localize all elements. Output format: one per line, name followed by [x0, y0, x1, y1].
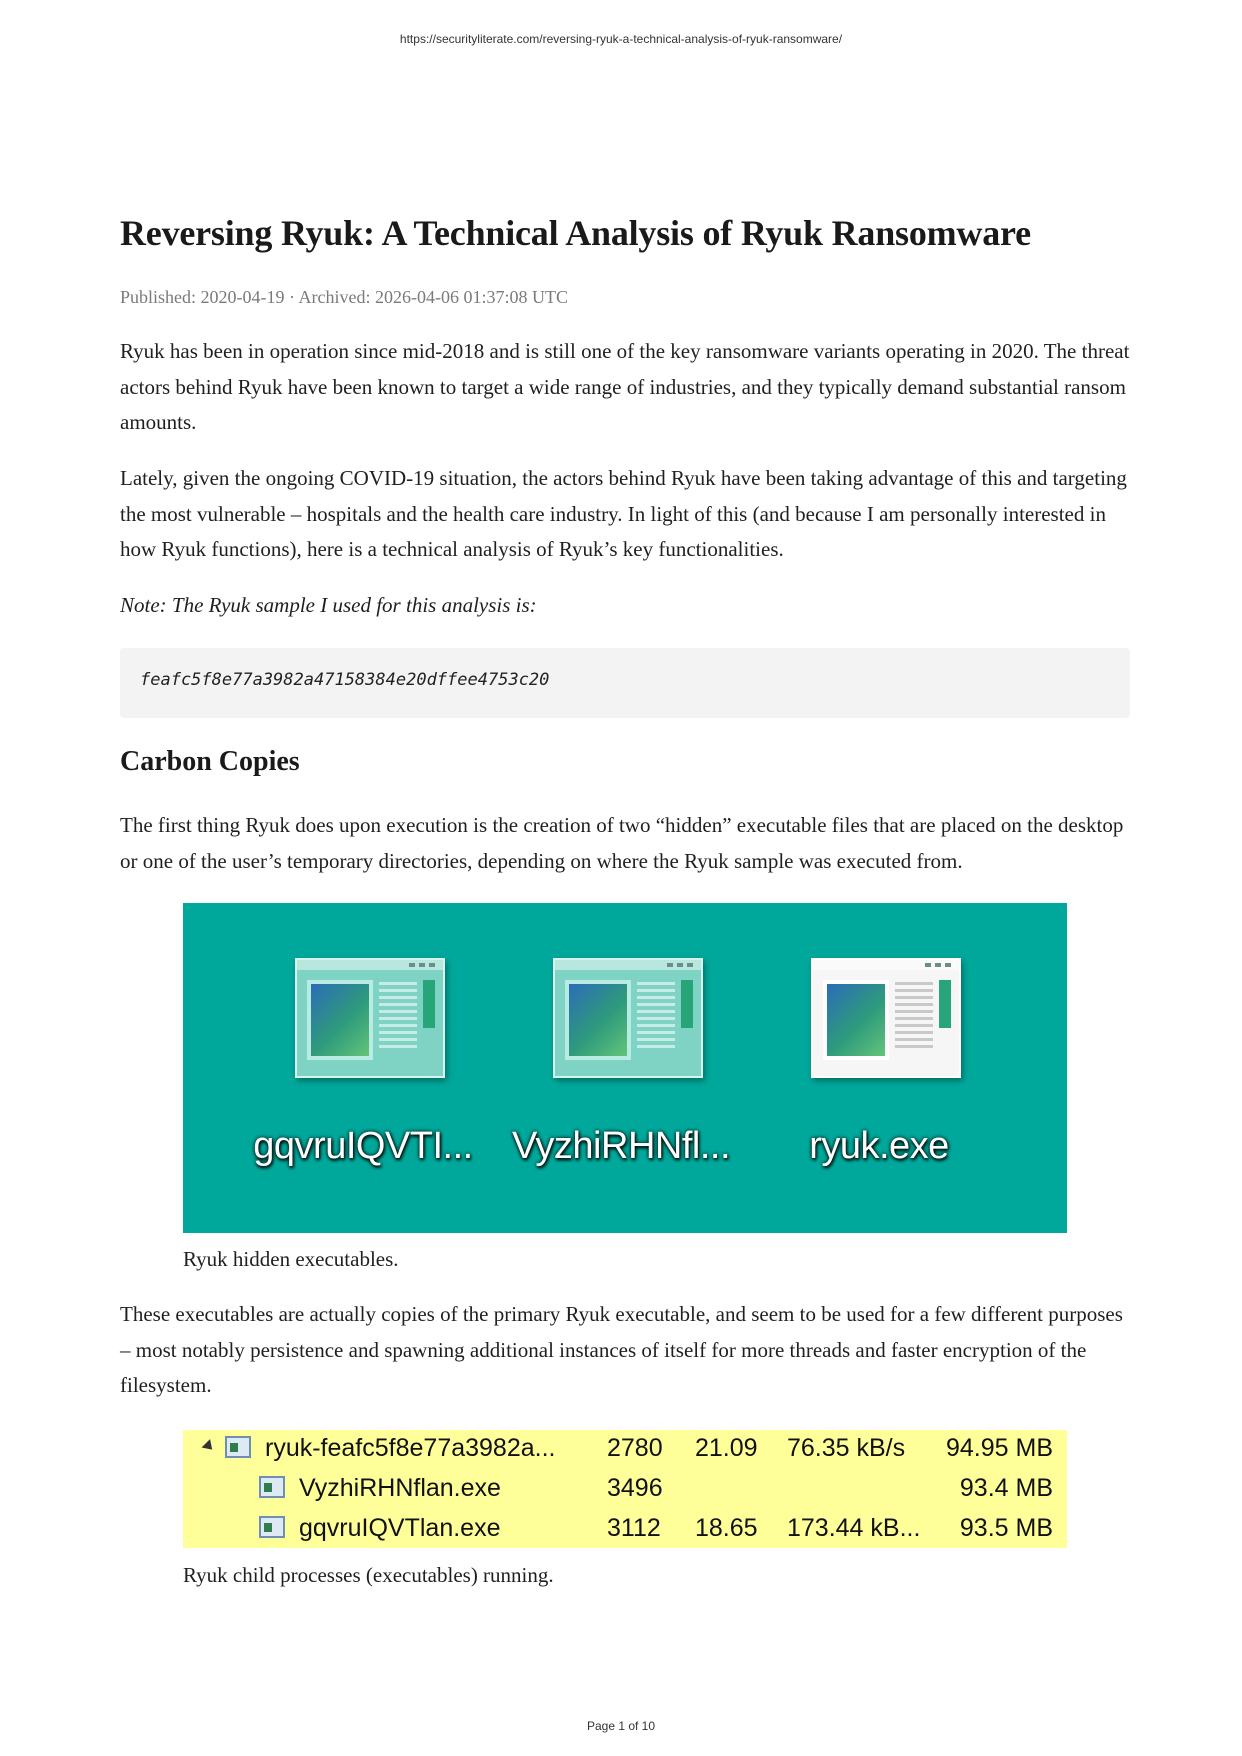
process-name: VyzhiRHNflan.exe — [299, 1474, 501, 1502]
process-icon — [259, 1516, 285, 1538]
process-row — [183, 1430, 1067, 1468]
file-label: gqvruIQVTI... — [253, 1125, 473, 1167]
process-pid: 2780 — [607, 1434, 663, 1462]
publish-meta: Published: 2020-04-19 · Archived: 2026-04-06 01:37:08 UTC — [120, 287, 568, 307]
exe-icon — [283, 958, 443, 1088]
process-io: 76.35 kB/s — [787, 1434, 906, 1462]
hidden-executables-screenshot — [183, 903, 1067, 1233]
process-io: 173.44 kB... — [787, 1514, 921, 1542]
process-row — [183, 1510, 1067, 1548]
process-pid: 3112 — [607, 1514, 661, 1542]
process-list-screenshot — [183, 1430, 1067, 1548]
file-label: VyzhiRHNfl... — [511, 1125, 730, 1167]
carbon-paragraph-2: These executables are actually copies of the primary Ryuk executable, and seem to be used for a few different purposes – most notably persistence and spawning additional instances of itself for more threads and faster encryption of the filesystem. — [120, 1302, 1123, 1397]
page-number: Page 1 of 10 — [586, 1719, 656, 1733]
process-row — [183, 1470, 1067, 1508]
process-memory: 93.4 MB — [959, 1474, 1053, 1502]
process-cpu: 21.09 — [695, 1434, 758, 1462]
exe-icon — [541, 958, 701, 1088]
process-memory: 94.95 MB — [945, 1434, 1053, 1462]
process-icon — [225, 1436, 251, 1458]
process-cpu: 18.65 — [695, 1514, 758, 1542]
hash-code-block — [120, 648, 1130, 718]
process-icon — [259, 1476, 285, 1498]
header-url: https://securityliterate.com/reversing-ryuk-a-technical-analysis-of-ryuk-ransomware/ — [399, 32, 843, 46]
collapse-arrow-icon — [202, 1439, 217, 1454]
file-label: ryuk.exe — [809, 1125, 949, 1167]
carbon-paragraph-1: The first thing Ryuk does upon execution is the creation of two “hidden” executable files that are placed on the desktop or one of the user’s temporary directories, depending on where the Ryuk sample was executed from. — [120, 813, 1124, 873]
figure-caption: Ryuk child processes (executables) running. — [183, 1563, 554, 1587]
sample-note: Note: The Ryuk sample I used for this analysis is: — [120, 593, 537, 617]
figure-caption: Ryuk hidden executables. — [183, 1247, 399, 1271]
process-name: ryuk-feafc5f8e77a3982a... — [265, 1434, 556, 1462]
article-title: Reversing Ryuk: A Technical Analysis of Ryuk Ransomware — [120, 213, 1031, 253]
intro-paragraph-1: Ryuk has been in operation since mid-2018 and is still one of the key ransomware variants operating in 2020. The threat actors behind Ryuk have been known to target a wide range of industries, and they typically demand substantial ransom amounts. — [120, 339, 1130, 434]
section-heading-carbon-copies: Carbon Copies — [120, 746, 300, 777]
exe-icon — [799, 958, 959, 1088]
sample-hash: feafc5f8e77a3982a47158384e20dffee4753c20 — [140, 670, 550, 690]
intro-paragraph-2: Lately, given the ongoing COVID-19 situation, the actors behind Ryuk have been taking advantage of this and targeting the most vulnerable – hospitals and the health care industry. In light of this (and because I am personally interested in how Ryuk functions), here is a technical analysis of Ryuk’s key functionalities. — [120, 466, 1127, 561]
process-name: gqvruIQVTlan.exe — [299, 1514, 501, 1542]
process-memory: 93.5 MB — [959, 1514, 1053, 1542]
process-pid: 3496 — [607, 1474, 663, 1502]
